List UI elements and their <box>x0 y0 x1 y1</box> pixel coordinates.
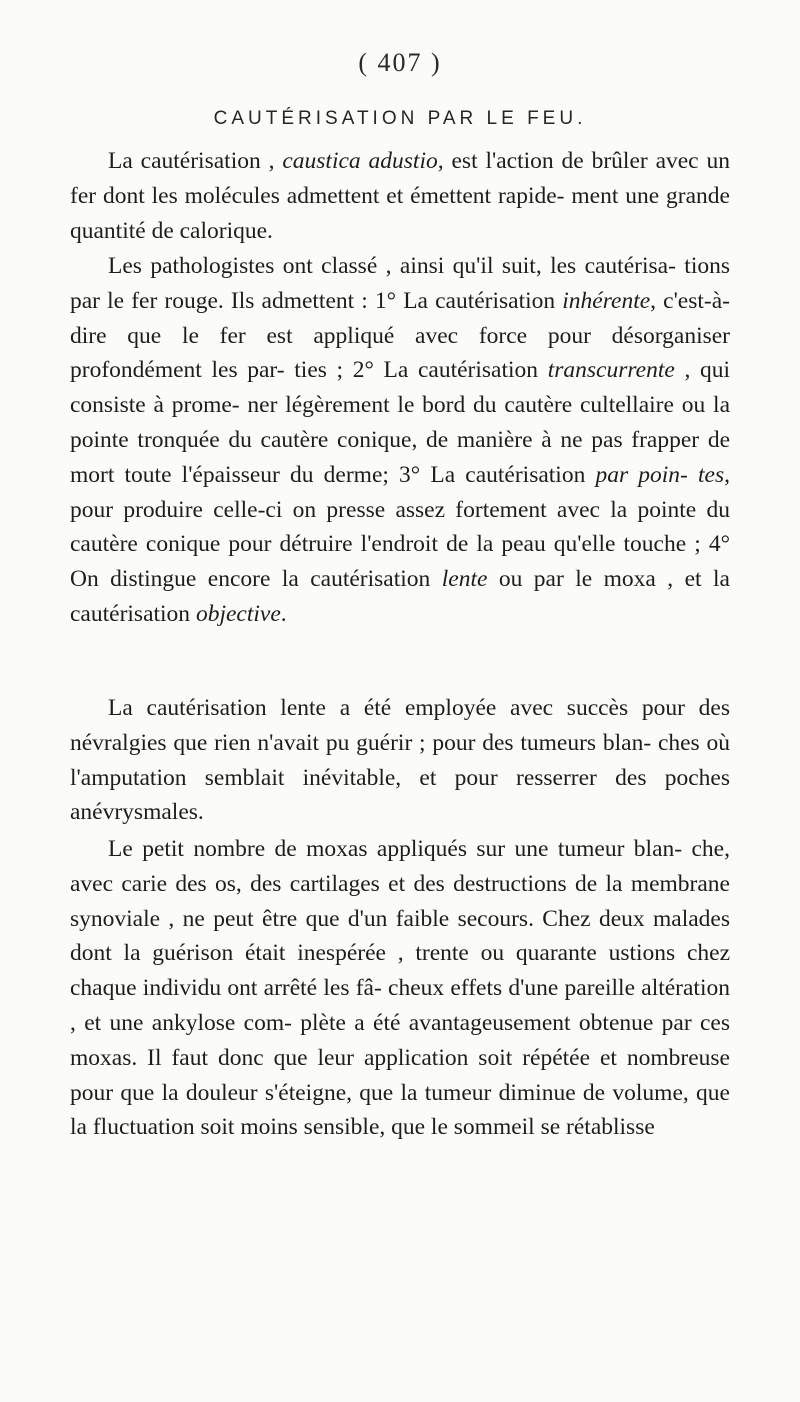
paragraph-2-text-b: , qui consiste à prome- ner légèrement le bord du cautère cultellaire ou la pointe tronquée du cautère conique, de manière à ne pas frapper de mort toute l'épaisseur du derme; 3° La cautérisation <box>70 357 731 488</box>
paragraph-1-latin-term: caustica adustio <box>282 148 438 174</box>
paragraph-1 <box>70 144 730 248</box>
paragraph-3 <box>70 691 730 830</box>
paragraph-2-text-c: , pour produire celle-ci on presse assez fortement avec la pointe du cautère conique pour détruire l'endroit de la peau qu'elle touche ; 4° On distingue encore la cautérisation <box>70 461 731 593</box>
page-number: ( 407 ) <box>358 48 442 77</box>
paragraph-2-text-a: , c'est-à-dire que le fer est appliqué avec force pour désorganiser profondément les par- ties ; 2° La cautérisation <box>70 287 730 384</box>
term-inherente: inhérente <box>562 287 651 314</box>
paragraph-2-text-d: ou par le moxa , et la cautérisation <box>70 566 730 627</box>
term-lente: lente <box>441 566 488 593</box>
paragraph-4-text: Le petit nombre de moxas appliqués sur une tumeur blan- che, avec carie des os, des cartilages et des destructions de la membrane synoviale , ne peut être que d'un faible secours. Chez deux malades dont la guérison était inespérée , trente ou quarante ustions chez chaque individu ont arrêté les fâ- cheux effets d'une pareille altération , et une ankylose com- plète a été avantageusement obtenue par ces moxas. Il faut donc que leur application soit répétée et nombreuse pour que la douleur s'éteigne, que la tumeur diminue de volume, que la fluctuation soit moins sensible, que le sommeil se rétablisse <box>70 836 730 1141</box>
paragraph-1-pre: La cautérisation , <box>108 148 283 174</box>
term-par-pointes: par poin- tes <box>595 461 725 488</box>
paragraph-2-intro: Les pathologistes ont classé , ainsi qu'il suit, les cautérisa- tions par le fer rouge. Ils admettent : 1° La cautérisation <box>70 253 730 314</box>
paragraph-3-text: La cautérisation lente a été employée avec succès pour des névralgies que rien n'avait pu guérir ; pour des tumeurs blan- ches où l'amputation semblait inévitable, et pour resserrer des poches anévrysmales. <box>70 695 730 826</box>
paragraph-4 <box>70 832 730 1145</box>
section-title: CAUTÉRISATION PAR LE FEU. <box>213 108 587 129</box>
paragraph-2-end: . <box>280 600 287 627</box>
term-objective: objective <box>195 600 281 627</box>
term-transcurrente: transcurrente <box>547 357 675 384</box>
paragraph-2 <box>70 249 730 632</box>
paragraph-1-post: , est l'action de brûler avec un fer dont les molécules admettent et émettent rapide- ment une grande quantité de calorique. <box>70 148 730 244</box>
